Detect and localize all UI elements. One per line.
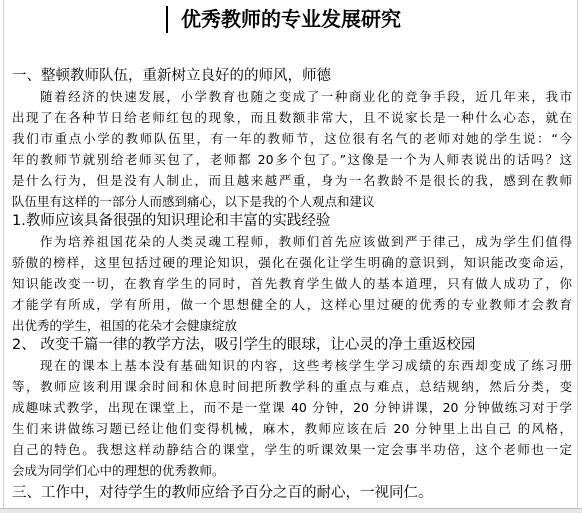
subheading-2: 2、 改变千篇一律的教学方法，吸引学生的眼球，让心灵的净土重返校园 [12,337,476,353]
left-margin-guide [3,0,4,508]
subheading-1: 1.教师应该具备很强的知识理论和丰富的实践经验 [12,213,331,229]
paragraph-line: 出优秀的学生，祖国的花朵才会健康绽放 [12,318,238,333]
paragraph-line: 生们来讲做练习题已经让他们变得机械，麻木，教师应该在后 20 分钟里上出自己 的风格， [12,421,572,436]
section-heading-3: 三、工作中，对待学生的教师应给予百分之百的耐心，一视同仁。 [12,485,433,501]
paragraph-line: 队伍里有这样的一部分人而感到痛心，以下是我的个人观点和建议 [12,194,375,209]
paragraph-line: 出现了在各种节日给老师红包的现象，而且数额非常大，且不说家长是一种什么心态，就在 [12,110,572,125]
right-margin-guide [577,0,578,508]
text-cursor [166,6,168,33]
paragraph-line: 我们市重点小学的教师队伍里，有一年的教师节，这位很有名气的老师对她的学生说：“今 [12,131,572,146]
paragraph-line: 知识能改变一切，在教育学生的同时，首先教育学生做人的基本道理，只有做人成功了，你 [12,276,572,291]
paragraph-line: 作为培养祖国花朵的人类灵魂工程师，教师们首先应该做到严于律己，成为学生们值得 [40,234,572,249]
paragraph-line: 会成为同学们心中的理想的优秀教师。 [12,463,225,478]
paragraph-line: 是什么行为，但是没有人制止，而且越来越严重，身为一名教龄不是很长的我，感到在教师 [12,173,572,188]
section-heading-1: 一、整顿教师队伍，重新树立良好的的师风，师德 [12,68,331,84]
paragraph-line: 骄傲的榜样，这里包括过硬的理论知识，强化在强化让学生明确的意识到，知识能改变命运， [12,255,572,270]
paragraph-line: 才能学有所成，学有所用，做一个思想健全的人，这样心里过硬的优秀的专业教师才会教育 [12,297,572,312]
paragraph-line: 成趣味式教学，出现在课堂上，而不是一堂课 40 分钟，20 分钟讲课，20 分钟做练习对于学 [12,400,572,415]
paragraph-line: 现在的课本上基本没有基础知识的内容，这些考核学生学习成绩的东西却变成了练习册 [40,358,572,373]
paragraph-line: 随着经济的快速发展，小学教育也随之变成了一种商业化的竞争手段，近几年来，我市 [40,89,572,104]
document-title: 优秀教师的专业发展研究 [181,7,401,31]
paragraph-line: 自己的特色。我想这样动静结合的课堂，学生的听课效果一定会事半功倍，这个老师也一定 [12,442,572,457]
paragraph-line: 年的教师节就别给老师买包了，老师都 20多个包了。”这像是一个为人师表说出的话吗？这 [12,152,572,167]
paragraph-line: 等，教师应该利用课余时间和休息时间把所教学科的重点与难点，总结规纳，然后分类，变 [12,379,572,394]
page-bottom-edge [0,508,582,513]
